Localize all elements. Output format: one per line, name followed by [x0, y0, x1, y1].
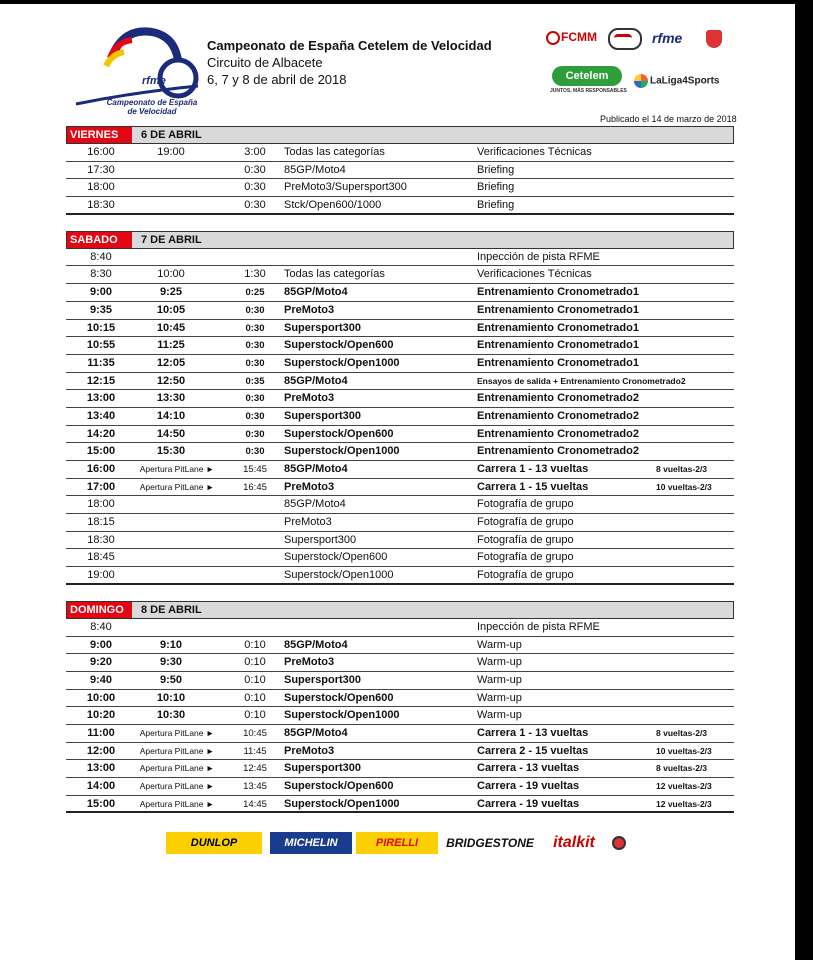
duration: 12:45	[243, 763, 267, 775]
activity: Inpección de pista RFME	[477, 250, 600, 263]
duration: 0:30	[245, 393, 265, 405]
start-time: 13:00	[86, 762, 116, 775]
schedule-row	[66, 690, 734, 708]
duration: 0:10	[244, 656, 266, 669]
activity: Carrera - 19 vueltas	[477, 780, 580, 792]
duration: 0:10	[244, 638, 266, 651]
category: Superstock/Open600	[284, 780, 394, 792]
schedule-row	[66, 302, 734, 320]
logo-brand: rfme	[142, 75, 166, 87]
category: PreMoto3	[284, 656, 335, 669]
category: Supersport300	[284, 533, 357, 546]
activity: Briefing	[477, 181, 515, 194]
laps-note: 8 vueltas-2/3	[656, 464, 708, 474]
laps-note: 12 vueltas-2/3	[656, 798, 712, 809]
activity: Carrera 1 - 15 vueltas	[477, 480, 589, 493]
schedule-row	[66, 390, 734, 408]
start-time: 18:30	[87, 533, 115, 546]
duration: 0:30	[244, 199, 266, 212]
michelin-logo: MICHELIN	[270, 832, 352, 854]
activity: Briefing	[477, 163, 515, 176]
category: Supersport300	[284, 321, 362, 334]
day-date: 6 DE ABRIL	[141, 129, 202, 141]
fcmm-circle-icon	[546, 31, 560, 45]
end-time: Apertura PitLane ►	[139, 464, 215, 474]
start-time: 8:40	[90, 250, 112, 263]
start-time: 15:00	[86, 797, 116, 810]
end-time: 15:30	[156, 445, 186, 458]
italkit-logo: italkit	[553, 834, 595, 851]
cetelem-tagline: JUNTOS, MÁS RESPONSABLES	[550, 88, 627, 94]
category: 85GP/Moto4	[284, 726, 348, 739]
category: Superstock/Open1000	[284, 569, 394, 582]
duration: 15:45	[243, 464, 267, 475]
start-time: 17:30	[87, 163, 115, 176]
duration: 16:45	[243, 481, 267, 493]
schedule-row	[66, 355, 734, 373]
end-time: Apertura PitLane ►	[139, 745, 215, 756]
end-time: 11:25	[157, 339, 185, 352]
activity: Verificaciones Técnicas	[477, 268, 592, 281]
end-time: 10:00	[157, 268, 185, 281]
day-date: 7 DE ABRIL	[141, 233, 202, 246]
schedule-row	[66, 479, 734, 497]
duration: 0:10	[244, 709, 266, 722]
schedule-row	[66, 725, 734, 743]
category: PreMoto3	[284, 480, 335, 493]
end-time: 9:25	[159, 286, 183, 299]
start-time: 8:40	[90, 620, 112, 633]
sponsor-logos-top	[546, 26, 736, 98]
start-time: 14:20	[86, 427, 116, 440]
end-time: 12:05	[156, 356, 186, 369]
schedule-row	[66, 796, 734, 814]
activity: Entrenamiento Cronometrado1	[477, 321, 639, 334]
duration: 0:30	[245, 357, 265, 369]
category: 85GP/Moto4	[284, 498, 346, 511]
category: Supersport300	[284, 762, 362, 775]
laps-note: 10 vueltas-2/3	[656, 745, 712, 756]
duration: 0:30	[245, 446, 265, 458]
activity: Entrenamiento Cronometrado1	[477, 339, 639, 352]
category: Superstock/Open1000	[284, 356, 400, 369]
activity: Warm-up	[477, 691, 522, 704]
start-time: 13:40	[86, 409, 116, 422]
activity: Warm-up	[477, 638, 522, 651]
start-time: 16:00	[86, 463, 116, 475]
section-spacer	[66, 585, 734, 601]
start-time: 19:00	[87, 569, 115, 582]
right-border	[795, 0, 813, 960]
category: 85GP/Moto4	[284, 286, 348, 299]
event-title: Campeonato de España Cetelem de Velocidad	[207, 38, 492, 53]
circuito-albacete-logo	[608, 28, 642, 50]
end-time: 19:00	[157, 146, 185, 158]
day-badge: DOMINGO	[67, 602, 132, 618]
day-header	[66, 231, 734, 249]
day-badge: VIERNES	[67, 127, 132, 143]
day-header	[66, 601, 734, 619]
category: Stck/Open600/1000	[284, 199, 382, 212]
start-time: 18:45	[87, 551, 115, 564]
day-badge: SABADO	[67, 232, 132, 248]
activity: Entrenamiento Cronometrado1	[477, 303, 639, 316]
schedule-table	[66, 126, 734, 813]
start-time: 18:30	[87, 199, 115, 212]
start-time: 10:20	[86, 709, 116, 722]
start-time: 10:55	[86, 339, 116, 352]
category: Todas las categorías	[284, 268, 385, 281]
schedule-row	[66, 637, 734, 655]
schedule-row	[66, 320, 734, 338]
category: Todas las categorías	[284, 146, 385, 158]
category: PreMoto3/Supersport300	[284, 181, 407, 194]
category: Superstock/Open1000	[284, 797, 400, 810]
category: Supersport300	[284, 673, 362, 686]
start-time: 12:15	[86, 374, 116, 387]
schedule-row	[66, 426, 734, 444]
category: Supersport300	[284, 409, 362, 422]
activity: Carrera 1 - 13 vueltas	[477, 726, 589, 739]
laliga-text: LaLiga4Sports	[650, 75, 720, 87]
end-time: 9:30	[159, 656, 183, 669]
schedule-row	[66, 408, 734, 426]
laliga-logo	[634, 74, 719, 88]
category: Superstock/Open600	[284, 691, 394, 704]
duration: 0:30	[245, 410, 265, 422]
section-spacer	[66, 215, 734, 231]
end-time: Apertura PitLane ►	[139, 781, 215, 791]
duration: 3:00	[244, 146, 266, 158]
schedule-row	[66, 179, 734, 197]
schedule-row	[66, 619, 734, 637]
category: PreMoto3	[284, 516, 332, 529]
duration: 0:25	[245, 287, 265, 299]
start-time: 10:15	[86, 321, 116, 334]
start-time: 16:00	[87, 146, 115, 158]
category: 85GP/Moto4	[284, 163, 346, 176]
start-time: 18:15	[87, 516, 115, 529]
activity: Warm-up	[477, 709, 522, 722]
start-time: 11:00	[87, 726, 115, 739]
start-time: 18:00	[87, 498, 115, 511]
activity: Entrenamiento Cronometrado1	[477, 356, 639, 369]
day-header	[66, 126, 734, 144]
duration: 0:30	[245, 340, 265, 352]
schedule-row	[66, 162, 734, 180]
duration: 0:10	[244, 691, 266, 704]
end-time: Apertura PitLane ►	[139, 763, 215, 774]
schedule-row	[66, 197, 734, 215]
category: 85GP/Moto4	[284, 463, 348, 475]
category: Superstock/Open600	[284, 339, 394, 352]
cetelem-logo: Cetelem	[552, 66, 622, 86]
sponsor-logos-bottom	[166, 832, 636, 856]
category: Superstock/Open1000	[284, 709, 400, 722]
schedule-row	[66, 672, 734, 690]
activity: Verificaciones Técnicas	[477, 146, 592, 158]
schedule-row	[66, 707, 734, 725]
start-time: 12:00	[86, 744, 116, 757]
duration: 0:30	[245, 304, 265, 316]
end-time: 14:50	[156, 427, 186, 440]
activity: Fotografía de grupo	[477, 498, 574, 511]
activity: Briefing	[477, 199, 515, 212]
event-venue: Circuito de Albacete	[207, 55, 323, 70]
activity: Inpección de pista RFME	[477, 620, 600, 633]
duration: 10:45	[243, 727, 267, 739]
schedule-row	[66, 284, 734, 302]
duration: 1:30	[244, 268, 266, 281]
schedule-row	[66, 654, 734, 672]
start-time: 8:30	[90, 268, 112, 281]
activity: Carrera 1 - 13 vueltas	[477, 463, 589, 475]
activity: Carrera - 13 vueltas	[477, 762, 580, 775]
laliga-ball-icon	[634, 74, 648, 88]
schedule-row	[66, 337, 734, 355]
logo-caption	[92, 98, 212, 116]
laps-note: 8 vueltas-2/3	[656, 763, 708, 774]
start-time: 18:00	[87, 181, 115, 194]
end-time: Apertura PitLane ►	[139, 727, 215, 738]
category: PreMoto3	[284, 392, 335, 405]
activity: Entrenamiento Cronometrado2	[477, 445, 639, 458]
start-time: 10:00	[86, 691, 116, 704]
end-time: 10:30	[156, 709, 186, 722]
end-time: 10:05	[156, 303, 186, 316]
start-time: 9:40	[89, 673, 113, 686]
activity: Fotografía de grupo	[477, 516, 574, 529]
start-time: 9:00	[89, 638, 113, 651]
schedule-row	[66, 760, 734, 778]
rfme-logo: rfme	[652, 30, 683, 46]
logo-caption-line1: Campeonato de España	[106, 98, 198, 107]
activity: Entrenamiento Cronometrado2	[477, 392, 639, 405]
activity: Fotografía de grupo	[477, 569, 574, 582]
laps-note: 8 vueltas-2/3	[656, 727, 708, 738]
schedule-row	[66, 567, 734, 585]
logo-caption-line2: de Velocidad	[127, 107, 177, 116]
event-title-block	[207, 38, 492, 87]
end-time: 12:50	[156, 374, 186, 387]
duration: 13:45	[243, 781, 267, 792]
day-date: 8 DE ABRIL	[141, 603, 202, 616]
schedule-row	[66, 743, 734, 761]
activity: Fotografía de grupo	[477, 551, 574, 564]
start-time: 9:20	[89, 656, 113, 669]
activity: Warm-up	[477, 656, 522, 669]
laps-note: 10 vueltas-2/3	[656, 481, 712, 492]
category: Superstock/Open600	[284, 427, 394, 440]
start-time: 15:00	[86, 445, 116, 458]
fcmm-logo	[546, 30, 597, 45]
duration: 0:10	[244, 673, 266, 686]
published-date: Publicado el 14 de marzo de 2018	[600, 114, 737, 124]
bridgestone-logo: BRIDGESTONE	[446, 836, 534, 850]
end-time: 9:10	[159, 638, 183, 651]
end-time: Apertura PitLane ►	[139, 481, 215, 492]
schedule-row	[66, 266, 734, 284]
end-time: 13:30	[156, 392, 186, 405]
shield-icon	[706, 30, 722, 48]
fcmm-text: FCMM	[561, 30, 597, 44]
activity: Carrera - 19 vueltas	[477, 797, 580, 810]
end-time: 14:10	[156, 409, 186, 422]
schedule-row	[66, 778, 734, 796]
end-time: 10:45	[156, 321, 186, 334]
event-dates: 6, 7 y 8 de abril de 2018	[207, 72, 347, 87]
end-time: 10:10	[156, 691, 186, 704]
schedule-row	[66, 549, 734, 567]
category: Superstock/Open600	[284, 551, 388, 564]
schedule-row	[66, 461, 734, 479]
start-time: 14:00	[86, 780, 116, 792]
duration: 11:45	[243, 745, 267, 757]
category: 85GP/Moto4	[284, 374, 348, 387]
schedule-row	[66, 496, 734, 514]
activity: Carrera 2 - 15 vueltas	[477, 744, 589, 757]
top-border	[0, 0, 813, 4]
start-time: 13:00	[86, 392, 116, 405]
duration: 0:30	[244, 181, 266, 194]
start-time: 9:00	[89, 286, 113, 299]
start-time: 17:00	[86, 480, 116, 493]
schedule-row	[66, 532, 734, 550]
schedule-row	[66, 373, 734, 391]
duration: 0:30	[245, 428, 265, 440]
category: 85GP/Moto4	[284, 638, 348, 651]
end-time: 9:50	[159, 673, 183, 686]
category: Superstock/Open1000	[284, 445, 400, 458]
schedule-row	[66, 144, 734, 162]
category: PreMoto3	[284, 744, 335, 757]
ball-icon	[612, 836, 626, 850]
duration: 0:30	[244, 163, 266, 176]
start-time: 9:35	[89, 303, 113, 316]
activity: Entrenamiento Cronometrado2	[477, 427, 639, 440]
duration: 14:45	[243, 798, 267, 810]
end-time: Apertura PitLane ►	[139, 798, 215, 809]
activity: Entrenamiento Cronometrado1	[477, 286, 639, 299]
laps-note: 12 vueltas-2/3	[656, 781, 712, 791]
activity: Entrenamiento Cronometrado2	[477, 409, 639, 422]
schedule-row	[66, 249, 734, 267]
activity: Fotografía de grupo	[477, 533, 574, 546]
duration: 0:35	[245, 375, 265, 387]
schedule-row	[66, 514, 734, 532]
category: PreMoto3	[284, 303, 335, 316]
dunlop-logo: DUNLOP	[166, 832, 262, 854]
duration: 0:30	[245, 322, 265, 334]
pirelli-logo: PIRELLI	[356, 832, 438, 854]
activity: Warm-up	[477, 673, 522, 686]
start-time: 11:35	[87, 356, 115, 369]
schedule-row	[66, 443, 734, 461]
activity: Ensayos de salida + Entrenamiento Cronometrado2	[477, 375, 686, 386]
